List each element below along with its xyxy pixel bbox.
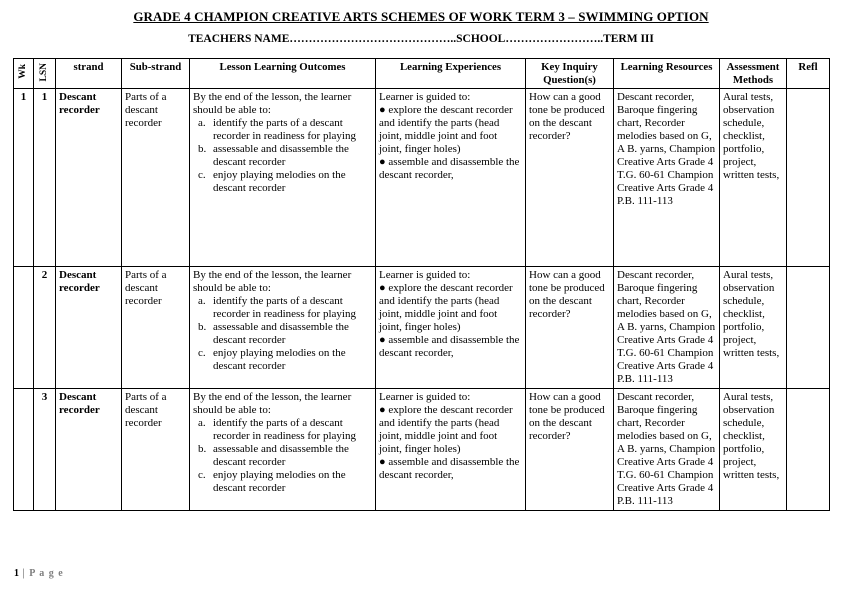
outcome-item-text: identify the parts of a descant recorder in readiness for playing <box>213 117 356 143</box>
cell-reflection <box>787 389 830 511</box>
outcome-item-label: c. <box>198 169 206 182</box>
cell-experiences <box>376 89 526 267</box>
outcome-item <box>193 117 372 143</box>
cell-lesson-number: 2 <box>34 267 56 389</box>
outcome-item <box>193 321 372 347</box>
outcome-item-label: b. <box>198 321 207 334</box>
cell-week <box>14 267 34 389</box>
cell-outcomes <box>190 389 376 511</box>
cell-outcomes <box>190 89 376 267</box>
col-header-inquiry: Key Inquiry Question(s) <box>526 59 614 89</box>
teacher-school-line: TEACHERS NAME……………………………………..SCHOOL……………………..TERM III <box>188 33 654 45</box>
cell-strand: Descant recorder <box>56 89 122 267</box>
experience-item: ● explore the descant recorder and identify the parts (head joint, middle joint and foot joint, finger holes) <box>379 104 513 156</box>
cell-assessment: Aural tests, observation schedule, checklist, portfolio, project, written tests, <box>720 89 787 267</box>
outcome-item-text: identify the parts of a descant recorder in readiness for playing <box>213 295 356 321</box>
outcome-item <box>193 417 372 443</box>
outcome-item <box>193 469 372 495</box>
page-number: 1 <box>14 568 19 579</box>
outcome-item-text: enjoy playing melodies on the descant recorder <box>213 169 346 195</box>
outcome-item-label: a. <box>198 417 206 430</box>
outcome-item-label: b. <box>198 143 207 156</box>
outcomes-intro: By the end of the lesson, the learner should be able to: <box>193 91 352 117</box>
cell-inquiry: How can a good tone be produced on the descant recorder? <box>526 89 614 267</box>
outcome-item-text: assessable and disassemble the descant recorder <box>213 321 349 347</box>
experience-item: ● assemble and disassemble the descant recorder, <box>379 334 520 360</box>
outcome-item-label: b. <box>198 443 207 456</box>
cell-assessment: Aural tests, observation schedule, checklist, portfolio, project, written tests, <box>720 389 787 511</box>
experience-item: ● explore the descant recorder and identify the parts (head joint, middle joint and foot joint, finger holes) <box>379 282 513 334</box>
cell-experiences <box>376 267 526 389</box>
page-title: GRADE 4 CHAMPION CREATIVE ARTS SCHEMES OF WORK TERM 3 – SWIMMING OPTION <box>133 9 709 24</box>
schemes-of-work-table <box>13 58 830 511</box>
table-row-lesson-3 <box>14 389 830 511</box>
outcome-item-text: enjoy playing melodies on the descant recorder <box>213 469 346 494</box>
cell-resources: Descant recorder, Baroque fingering chart, Recorder melodies based on G, A B. yarns, Champion Creative Arts Grade 4 T.G. 60-61 Champion Creative Arts Grade 4 P.B. 111-113 <box>614 389 720 511</box>
cell-experiences <box>376 389 526 511</box>
col-header-refl: Refl <box>787 59 830 89</box>
outcome-item <box>193 347 372 373</box>
table-row-lesson-2 <box>14 267 830 389</box>
cell-reflection <box>787 267 830 389</box>
col-header-resources: Learning Resources <box>614 59 720 89</box>
experiences-intro: Learner is guided to: <box>379 391 471 404</box>
cell-strand: Descant recorder <box>56 389 122 511</box>
outcome-item-text: identify the parts of a descant recorder in readiness for playing <box>213 417 356 443</box>
outcome-item <box>193 295 372 321</box>
col-header-wk <box>14 59 34 89</box>
col-header-outcomes: Lesson Learning Outcomes <box>190 59 376 89</box>
experience-item: ● assemble and disassemble the descant recorder, <box>379 156 520 182</box>
outcome-item-text: assessable and disassemble the descant recorder <box>213 143 349 169</box>
cell-sub-strand: Parts of a descant recorder <box>122 389 190 511</box>
experience-item: ● assemble and disassemble the descant recorder, <box>379 456 520 481</box>
cell-outcomes <box>190 267 376 389</box>
col-header-lsn-label: LSN <box>38 62 49 82</box>
table-row-lesson-1 <box>14 89 830 267</box>
cell-resources: Descant recorder, Baroque fingering chart, Recorder melodies based on G, A B. yarns, Champion Creative Arts Grade 4 T.G. 60-61 Champion Creative Arts Grade 4 P.B. 111-113 <box>614 89 720 267</box>
outcomes-intro: By the end of the lesson, the learner should be able to: <box>193 391 352 417</box>
cell-reflection <box>787 89 830 267</box>
col-header-strand: strand <box>56 59 122 89</box>
outcome-item <box>193 169 372 195</box>
col-header-sub-strand: Sub-strand <box>122 59 190 89</box>
page-footer <box>14 568 64 579</box>
outcome-item <box>193 143 372 169</box>
header-row <box>14 59 830 89</box>
cell-week <box>14 389 34 511</box>
cell-inquiry: How can a good tone be produced on the descant recorder? <box>526 389 614 511</box>
col-header-lsn <box>34 59 56 89</box>
outcome-item <box>193 443 372 469</box>
cell-strand: Descant recorder <box>56 267 122 389</box>
outcome-item-text: enjoy playing melodies on the descant recorder <box>213 347 346 373</box>
cell-assessment: Aural tests, observation schedule, checklist, portfolio, project, written tests, <box>720 267 787 389</box>
outcome-item-label: c. <box>198 469 206 481</box>
outcomes-intro: By the end of the lesson, the learner should be able to: <box>193 269 352 295</box>
cell-inquiry: How can a good tone be produced on the descant recorder? <box>526 267 614 389</box>
col-header-experiences: Learning Experiences <box>376 59 526 89</box>
col-header-assessment: Assessment Methods <box>720 59 787 89</box>
outcome-item-label: a. <box>198 295 206 308</box>
cell-resources: Descant recorder, Baroque fingering chart, Recorder melodies based on G, A B. yarns, Champion Creative Arts Grade 4 T.G. 60-61 Champion Creative Arts Grade 4 P.B. 111-113 <box>614 267 720 389</box>
outcome-item-text: assessable and disassemble the descant recorder <box>213 443 349 469</box>
experiences-intro: Learner is guided to: <box>379 91 471 104</box>
experiences-intro: Learner is guided to: <box>379 269 471 282</box>
outcome-item-label: c. <box>198 347 206 360</box>
outcome-item-label: a. <box>198 117 206 130</box>
cell-lesson-number: 3 <box>34 389 56 511</box>
cell-sub-strand: Parts of a descant recorder <box>122 89 190 267</box>
cell-lesson-number: 1 <box>34 89 56 267</box>
cell-week: 1 <box>14 89 34 267</box>
page-footer-label: | P a g e <box>19 568 64 579</box>
cell-sub-strand: Parts of a descant recorder <box>122 267 190 389</box>
col-header-wk-label: Wk <box>17 64 28 80</box>
experience-item: ● explore the descant recorder and identify the parts (head joint, middle joint and foot joint, finger holes) <box>379 404 513 456</box>
